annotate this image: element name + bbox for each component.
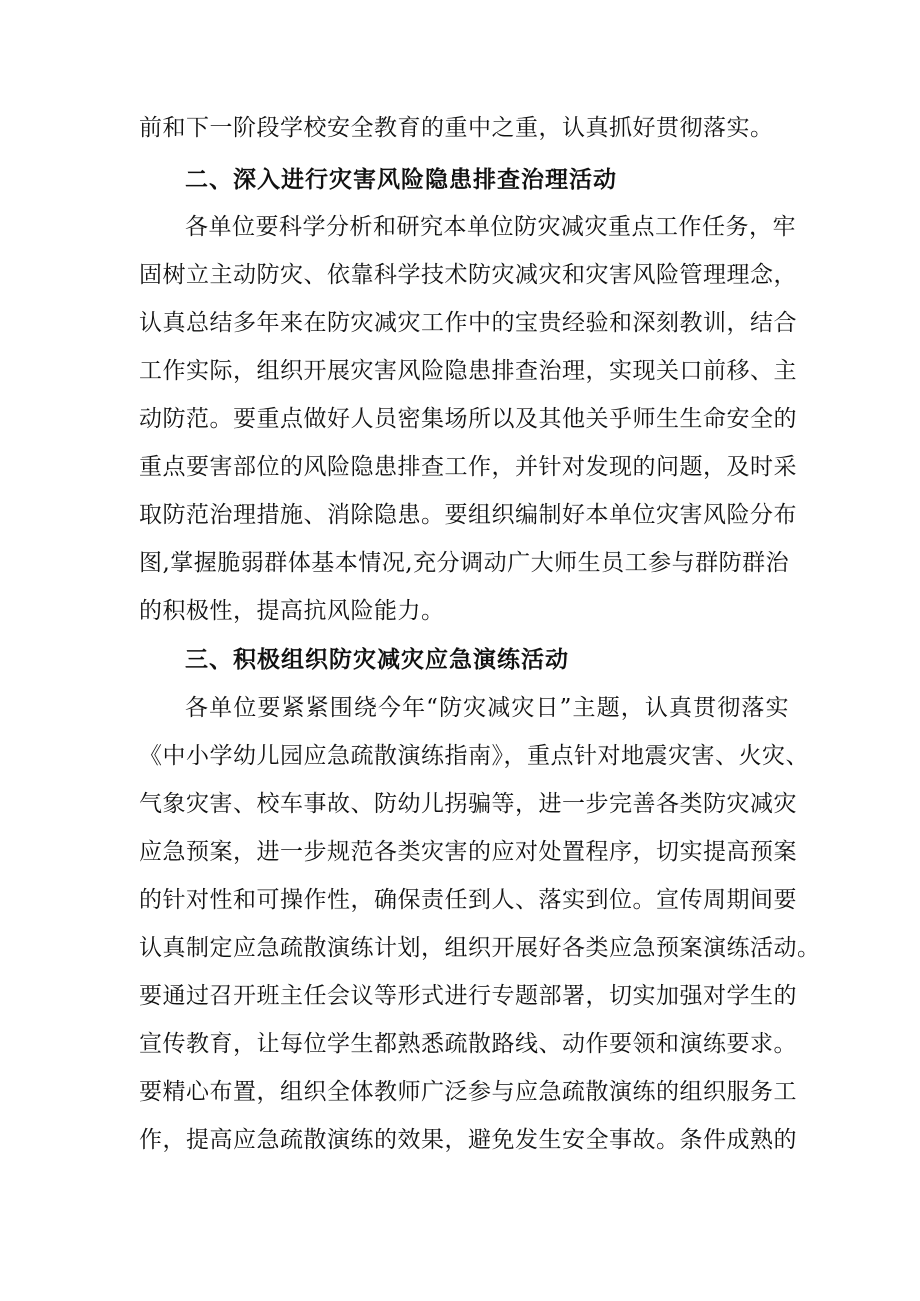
paragraph-line: 气象灾害、校车事故、防幼儿拐骗等，进一步完善各类防灾减灾 <box>139 791 797 817</box>
paragraph-line: 取防范治理措施、消除隐患。要组织编制好本单位灾害风险分布 <box>139 502 797 528</box>
paragraph-line: 各单位要紧紧围绕今年“防灾减灾日”主题，认真贯彻落实 <box>185 695 789 721</box>
paragraph-line: 重点要害部位的风险隐患排查工作，并针对发现的问题，及时采 <box>139 454 797 480</box>
section-heading-3: 三、积极组织防灾减灾应急演练活动 <box>185 647 569 673</box>
paragraph-line: 工作实际，组织开展灾害风险隐患排查治理，实现关口前移、主 <box>139 358 797 384</box>
paragraph-line: 图,掌握脆弱群体基本情况,充分调动广大师生员工参与群防群治 <box>139 550 790 576</box>
paragraph-line: 宣传教育，让每位学生都熟悉疏散路线、动作要领和演练要求。 <box>139 1031 797 1057</box>
paragraph-line: 《中小学幼儿园应急疏散演练指南》，重点针对地震灾害、火灾、 <box>139 743 809 769</box>
paragraph-line: 的针对性和可操作性，确保责任到人、落实到位。宣传周期间要 <box>139 887 797 913</box>
paragraph-line: 动防范。要重点做好人员密集场所以及其他关乎师生生命安全的 <box>139 406 797 432</box>
paragraph-line: 各单位要科学分析和研究本单位防灾减灾重点工作任务，牢 <box>185 214 796 240</box>
paragraph-line: 作，提高应急疏散演练的效果，避免发生安全事故。条件成熟的 <box>139 1127 797 1153</box>
paragraph-line: 的积极性，提高抗风险能力。 <box>139 598 445 624</box>
paragraph-line: 认真制定应急疏散演练计划，组织开展好各类应急预案演练活动。 <box>139 935 821 961</box>
section-heading-2: 二、深入进行灾害风险隐患排查治理活动 <box>185 167 617 193</box>
paragraph-line: 前和下一阶段学校安全教育的重中之重，认真抓好贯彻落实。 <box>139 115 774 141</box>
paragraph-line: 要通过召开班主任会议等形式进行专题部署，切实加强对学生的 <box>139 983 797 1009</box>
paragraph-line: 固树立主动防灾、依靠科学技术防灾减灾和灾害风险管理理念， <box>139 262 797 288</box>
paragraph-line: 要精心布置，组织全体教师广泛参与应急疏散演练的组织服务工 <box>139 1079 797 1105</box>
paragraph-line: 认真总结多年来在防灾减灾工作中的宝贵经验和深刻教训，结合 <box>139 310 797 336</box>
paragraph-line: 应急预案，进一步规范各类灾害的应对处置程序，切实提高预案 <box>139 839 797 865</box>
